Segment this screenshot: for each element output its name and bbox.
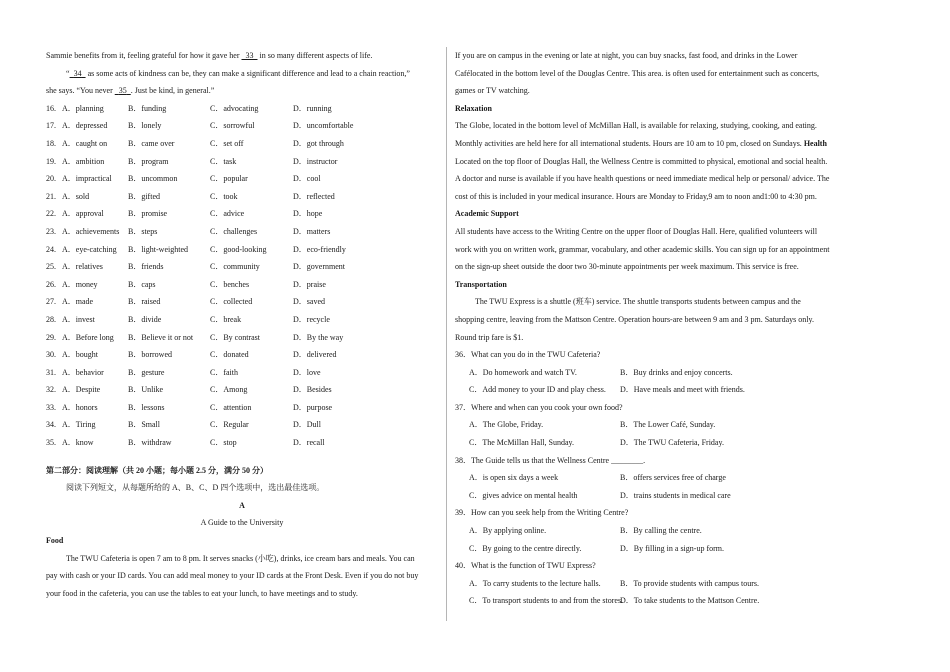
option-a: A．achievements [62, 226, 120, 236]
question-number: 16. [46, 103, 56, 113]
option-c: C．benches [210, 279, 250, 289]
option-d: D．Besides [293, 385, 332, 395]
question-number: 28. [46, 314, 56, 324]
option-a: A．honors [62, 402, 98, 412]
cloze-option-row [46, 135, 438, 153]
question-option: C．By going to the centre directly. [469, 543, 582, 553]
relaxation-line: The Globe, located in the bottom level of McMillan Hall, is available for relaxing, studying, cooking, and eating. [455, 121, 817, 131]
right-column [455, 47, 848, 610]
option-a: A．sold [62, 191, 90, 201]
question-option: B．Buy drinks and enjoy concerts. [620, 367, 733, 377]
question-option-row [455, 381, 848, 399]
option-c: C．stop [210, 438, 237, 448]
question-number: 34. [46, 420, 56, 430]
option-b: B．Unlike [128, 385, 164, 395]
option-d: D．government [293, 262, 345, 272]
option-c: C．good-looking [210, 244, 267, 254]
option-c: C．task [210, 156, 237, 166]
question-stem: 36．What can you do in the TWU Cafeteria? [455, 350, 601, 360]
option-b: B．light-weighted [128, 244, 188, 254]
option-b: B．funding [128, 103, 167, 113]
option-c: C．popular [210, 174, 248, 184]
option-a: A．planning [62, 103, 104, 113]
option-c: C．Regular [210, 420, 249, 430]
question-option: B．By calling the centre. [620, 526, 702, 536]
transport-line: Round trip fare is $1. [455, 332, 524, 342]
question-option-row [455, 522, 848, 540]
question-option-row [455, 487, 848, 505]
option-d: D．got through [293, 138, 344, 148]
question-option: C．gives advice on mental health [469, 490, 578, 500]
question-option-row [455, 364, 848, 382]
cloze-option-row [46, 100, 438, 118]
option-b: B．borrowed [128, 350, 172, 360]
column-divider [446, 47, 447, 621]
option-d: D．running [293, 103, 332, 113]
question-option: D．To take students to the Mattson Centre. [620, 596, 760, 606]
campus-line: Cafélocated in the bottom level of the Douglas Centre. This area. is often used for entertainment such as concerts, [455, 68, 819, 78]
option-b: B．lonely [128, 121, 162, 131]
part2-instruction: 阅读下列短文，从每题所给的 A、B、C、D 四个选项中，选出最佳选项。 [66, 483, 325, 493]
cloze-option-row [46, 381, 438, 399]
option-c: C．donated [210, 350, 249, 360]
option-d: D．Dull [293, 420, 321, 430]
food-line: your food in the cafeteria, you can use the tables to eat your lunch, to have meetings and to study. [46, 588, 358, 598]
cloze-option-row [46, 241, 438, 259]
option-a: A．made [62, 297, 94, 307]
question-number: 21. [46, 191, 56, 201]
health-heading: Health [803, 138, 827, 148]
question-number: 25. [46, 262, 56, 272]
health-line: cost of this is included in your medical insurance. Hours are Monday to Friday,9 am to noon and1:00 to 4:30 pm. [455, 191, 817, 201]
option-b: B．gifted [128, 191, 160, 201]
question-option: C．To transport students to and from the stores. [469, 596, 624, 606]
question-number: 31. [46, 367, 56, 377]
option-c: C．challenges [210, 226, 258, 236]
health-line: Located on the top floor of Douglas Hall, the Wellness Centre is committed to physical, emotional and social health. [455, 156, 828, 166]
option-a: A．depressed [62, 121, 108, 131]
option-b: B．Believe it or not [128, 332, 194, 342]
option-c: C．set off [210, 138, 244, 148]
question-option: D．By filling in a sign-up form. [620, 543, 724, 553]
question-option-row [455, 540, 848, 558]
option-b: B．gesture [128, 367, 165, 377]
option-d: D．eco-friendly [293, 244, 346, 254]
question-number: 33. [46, 402, 56, 412]
option-b: B．divide [128, 314, 162, 324]
cloze-option-row [46, 276, 438, 294]
campus-line: If you are on campus in the evening or late at night, you can buy snacks, fast food, and drinks in the Lower [455, 51, 798, 60]
option-a: A．relatives [62, 262, 103, 272]
option-d: D．praise [293, 279, 326, 289]
question-stem: 38．The Guide tells us that the Wellness Centre ________. [455, 455, 646, 465]
option-a: A．know [62, 438, 94, 448]
option-d: D．love [293, 367, 321, 377]
cloze-option-row [46, 399, 438, 417]
question-number: 22. [46, 209, 56, 219]
food-heading: Food [46, 536, 64, 546]
question-number: 29. [46, 332, 56, 342]
option-b: B．promise [128, 209, 168, 219]
option-c: C．advocating [210, 103, 259, 113]
cloze-option-row [46, 364, 438, 382]
question-option-row [455, 469, 848, 487]
left-column [46, 47, 438, 602]
relaxation-line: Monthly activities are held here for all international students. Hours are 10 am to 10 pm, closed on Sundays. Health [455, 138, 827, 148]
question-option: D．trains students in medical care [620, 490, 731, 500]
cloze-option-row [46, 170, 438, 188]
option-d: D．instructor [293, 156, 338, 166]
question-option-row [455, 592, 848, 610]
quote-line: “ 34 as some acts of kindness can be, they can make a significant difference and lead to a chain reaction,” [66, 68, 410, 78]
question-option: D．Have meals and meet with friends. [620, 385, 745, 395]
question-stem: 39．How can you seek help from the Writing Centre? [455, 508, 629, 518]
question-option: B．To provide students with campus tours. [620, 578, 759, 588]
option-a: A．money [62, 279, 98, 289]
passage-letter: A [239, 500, 245, 510]
question-option: A．The Globe, Friday. [469, 420, 544, 430]
option-d: D．hope [293, 209, 323, 219]
cloze-option-row [46, 293, 438, 311]
transport-line: shopping centre, leaving from the Mattson Centre. Operation hours-are between 9 am and 3 pm. Saturdays only. [455, 314, 814, 324]
passage-title: A Guide to the University [200, 518, 284, 528]
question-option-row [455, 416, 848, 434]
option-a: A．eye-catching [62, 244, 117, 254]
question-stem: 37．Where and when can you cook your own food? [455, 402, 623, 412]
question-number: 35. [46, 438, 56, 448]
option-a: A．caught on [62, 138, 108, 148]
option-d: D．cool [293, 174, 321, 184]
option-b: B．lessons [128, 402, 165, 412]
transport-heading: Transportation [455, 279, 507, 289]
food-line: The TWU Cafeteria is open 7 am to 8 pm. It serves snacks (小吃), drinks, ice cream bars and meals. You can [66, 553, 415, 563]
option-a: A．bought [62, 350, 98, 360]
option-d: D．By the way [293, 332, 344, 342]
option-a: A．behavior [62, 367, 104, 377]
option-d: D．reflected [293, 191, 335, 201]
question-number: 18. [46, 138, 56, 148]
question-option-row [455, 434, 848, 452]
question-option-row [455, 575, 848, 593]
option-c: C．took [210, 191, 238, 201]
says-line: she says. “You never 35 . Just be kind, in general.” [46, 86, 215, 96]
option-b: B．friends [128, 262, 164, 272]
question-number: 20. [46, 174, 56, 184]
question-number: 24. [46, 244, 56, 254]
question-number: 17. [46, 121, 56, 131]
question-option: B．offers services free of charge [620, 473, 726, 483]
cloze-option-row [46, 258, 438, 276]
health-line: A doctor and nurse is available if you have health questions or need immediate medical help or personal/ advice. The [455, 174, 830, 184]
option-c: C．attention [210, 402, 252, 412]
option-a: A．invest [62, 314, 95, 324]
questions-list [455, 346, 848, 610]
option-c: C．By contrast [210, 332, 260, 342]
academic-line: on the sign-up sheet outside the door two 30-minute appointments per week maximum. This service is free. [455, 262, 799, 272]
option-d: D．delivered [293, 350, 337, 360]
option-a: A．Tiring [62, 420, 96, 430]
relaxation-heading: Relaxation [455, 103, 492, 113]
cloze-option-row [46, 117, 438, 135]
question-option: A．By applying online. [469, 526, 547, 536]
question-option: C．Add money to your ID and play chess. [469, 385, 606, 395]
academic-line: work with you on written work, grammar, vocabulary, and other academic skills. You can sign up for an appointment [455, 244, 830, 254]
cloze-option-row [46, 223, 438, 241]
question-number: 26. [46, 279, 56, 289]
cloze-option-row [46, 416, 438, 434]
option-d: D．recall [293, 438, 325, 448]
academic-line: All students have access to the Writing Centre on the upper floor of Douglas Hall. Here, qualified volunteers will [455, 226, 818, 236]
question-option: A．To carry students to the lecture halls. [469, 578, 601, 588]
option-b: B．program [128, 156, 169, 166]
option-c: C．Among [210, 385, 248, 395]
option-c: C．break [210, 314, 242, 324]
cloze-option-row [46, 311, 438, 329]
question-stem: 40．What is the function of TWU Express? [455, 561, 596, 571]
academic-heading: Academic Support [455, 209, 519, 219]
option-c: C．advice [210, 209, 245, 219]
option-b: B．caps [128, 279, 156, 289]
option-d: D．recycle [293, 314, 330, 324]
option-c: C．sorrowful [210, 121, 255, 131]
option-a: A．Despite [62, 385, 101, 395]
transport-line: The TWU Express is a shuttle (班车) service. The shuttle transports students between campus and the [475, 297, 801, 307]
campus-line: games or TV watching. [455, 86, 530, 96]
option-d: D．purpose [293, 402, 333, 412]
cloze-options-list [46, 100, 438, 452]
cloze-option-row [46, 346, 438, 364]
cloze-option-row [46, 434, 438, 452]
option-b: B．came over [128, 138, 175, 148]
option-a: A．impractical [62, 174, 112, 184]
option-c: C．faith [210, 367, 238, 377]
option-a: A．ambition [62, 156, 105, 166]
cloze-option-row [46, 329, 438, 347]
question-number: 19. [46, 156, 56, 166]
food-line: pay with cash or your ID cards. You can add meal money to your ID cards at the Front Desk. Even if you do not buy [46, 571, 419, 581]
question-option: B．The Lower Café, Sunday. [620, 420, 716, 430]
part2-heading: 第二部分：阅读理解（共 20 小题；每小题 2.5 分，满分 50 分） [46, 465, 268, 475]
intro-line: Sammie benefits from it, feeling grateful for how it gave her 33 in so many different aspects of life. [46, 51, 373, 60]
option-d: D．matters [293, 226, 331, 236]
option-c: C．community [210, 262, 260, 272]
question-number: 30. [46, 350, 56, 360]
question-number: 27. [46, 297, 56, 307]
option-a: A．approval [62, 209, 104, 219]
question-option: A．Do homework and watch TV. [469, 367, 577, 377]
option-b: B．withdraw [128, 438, 172, 448]
option-b: B．uncommon [128, 174, 178, 184]
option-b: B．raised [128, 297, 161, 307]
cloze-option-row [46, 205, 438, 223]
question-number: 32. [46, 385, 56, 395]
option-d: D．saved [293, 297, 325, 307]
question-number: 23. [46, 226, 56, 236]
option-d: D．uncomfortable [293, 121, 354, 131]
option-b: B．Small [128, 420, 161, 430]
cloze-option-row [46, 188, 438, 206]
option-c: C．collected [210, 297, 253, 307]
option-b: B．steps [128, 226, 158, 236]
option-a: A．Before long [62, 332, 114, 342]
question-option: C．The McMillan Hall, Sunday. [469, 438, 575, 448]
question-option: A．is open six days a week [469, 473, 559, 483]
question-option: D．The TWU Cafeteria, Friday. [620, 438, 724, 448]
cloze-option-row [46, 153, 438, 171]
